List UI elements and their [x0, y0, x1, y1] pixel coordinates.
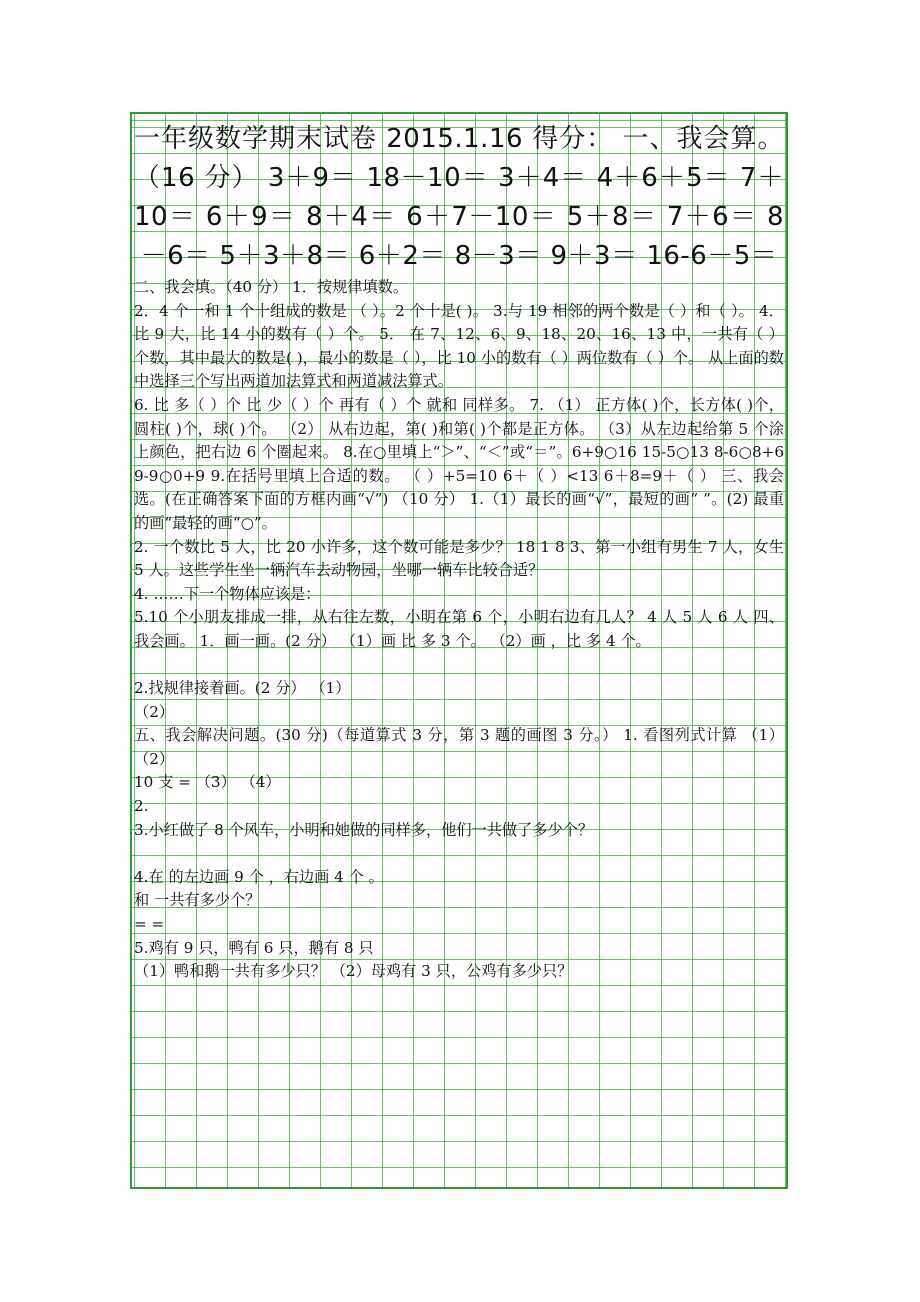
solve-question-4: 4.在 的左边画 9 个 ，右边画 4 个 。	[134, 867, 384, 886]
exam-content	[132, 114, 786, 984]
solve-question-2: 2.	[134, 797, 149, 816]
exam-title: 一年级数学期末试卷 2015.1.16 得分： 一、我会算。（16 分） 3＋9＝ 18－10＝ 3＋4＝ 4＋6＋5＝ 7＋10＝ 6＋9＝ 8＋4＝ 6＋7－10＝ 5＋8＝ 7＋6＝ 8－6＝ 5＋3＋8＝ 6＋2＝ 8－3＝ 9＋3＝ 16-6－5＝	[134, 124, 784, 271]
choose-question-5-and-draw: 5.10 个小朋友排成一排，从右往左数，小明在第 6 个，小明右边有几人？ 4 人 5 人 6 人 四、我会画。 1．画一画。(2 分） （1）画 比 多 3 个。 （2）画 ，比 多 4 个。	[134, 608, 784, 650]
fill-section-heading: 二、我会填。（40 分） 1．按规律填数。	[134, 278, 409, 296]
solve-question-4-line2: 和 一共有多少个？	[134, 891, 261, 910]
draw-question-2-part2: （2）	[134, 702, 175, 721]
choose-question-2-3: 2. 一个数比 5 大，比 20 小许多，这个数可能是多少？ 18 1 8 3、第一小组有男生 7 人，女生 5 人。这些学生坐一辆汽车去动物园，坐哪一辆车比较合适？	[134, 537, 784, 580]
fill-questions-2-5: 2．4 个一和 1 个十组成的数是 （ ）。2 个十是( )。 3.与 19 相邻的两个数是（ ）和（ ）。 4．比 9 大，比 14 小的数有（ ）个。 5． 在 7、12、6、9、18、20、16、13 中，一共有（ ）个数，其中最大的数是( )，最小的数是（ ），比 10 小的数有（ ）两位数有（ ）个。 从上面的数中选择三个写出两道加法算式和两道减法算式。	[134, 301, 784, 391]
grid-paper	[130, 112, 788, 1189]
spacer	[132, 654, 786, 678]
solve-question-3: 3.小红做了 8 个风车，小明和她做的同样多，他们一共做了多少个？	[134, 820, 594, 839]
fill-questions-6-9-and-choose: 6. 比 多（ ）个 比 少（ ）个 再有（ ）个 就和 同样多。 7. （1） 正方体( )个，长方体( )个，圆柱( )个，球( )个。 （2） 从右边起，第( )和第( )个都是正方体。 （3）从左边起给第 5 个涂上颜色，把右边 6 个圈起来。 8.在○里填上“＞”、“＜”或“＝”。6+9○16 15-5○13 8-6○8+6 9-9○0+9 9.在括号里填上合适的数。 （ ）+5=10 6＋（ ）<13 6＋8=9＋（ ） 三、我会选。(在正确答案下面的方框内画“√”) （10 分） 1.（1）最长的画“√”，最短的画“ ”。(2) 最重的画“最轻的画“○”。	[134, 395, 784, 532]
solve-question-4-equation: = =	[134, 915, 165, 934]
draw-question-2: 2.找规律接着画。(2 分） （1）	[134, 679, 351, 698]
choose-question-4: 4. ……下一个物体应该是：	[134, 584, 321, 603]
solve-question-1-line2: 10 支 = （3） （4）	[134, 773, 281, 792]
solve-question-5-parts: （1）鸭和鹅一共有多少只？ （2）母鸡有 3 只，公鸡有多少只？	[134, 962, 573, 981]
solve-question-5: 5.鸡有 9 只，鸭有 6 只，鹅有 8 只	[134, 938, 374, 957]
spacer	[132, 842, 786, 866]
solve-section-heading: 五、我会解决问题。(30 分)（每道算式 3 分，第 3 题的画图 3 分。） 1. 看图列式计算 （1） （2）	[134, 726, 784, 768]
